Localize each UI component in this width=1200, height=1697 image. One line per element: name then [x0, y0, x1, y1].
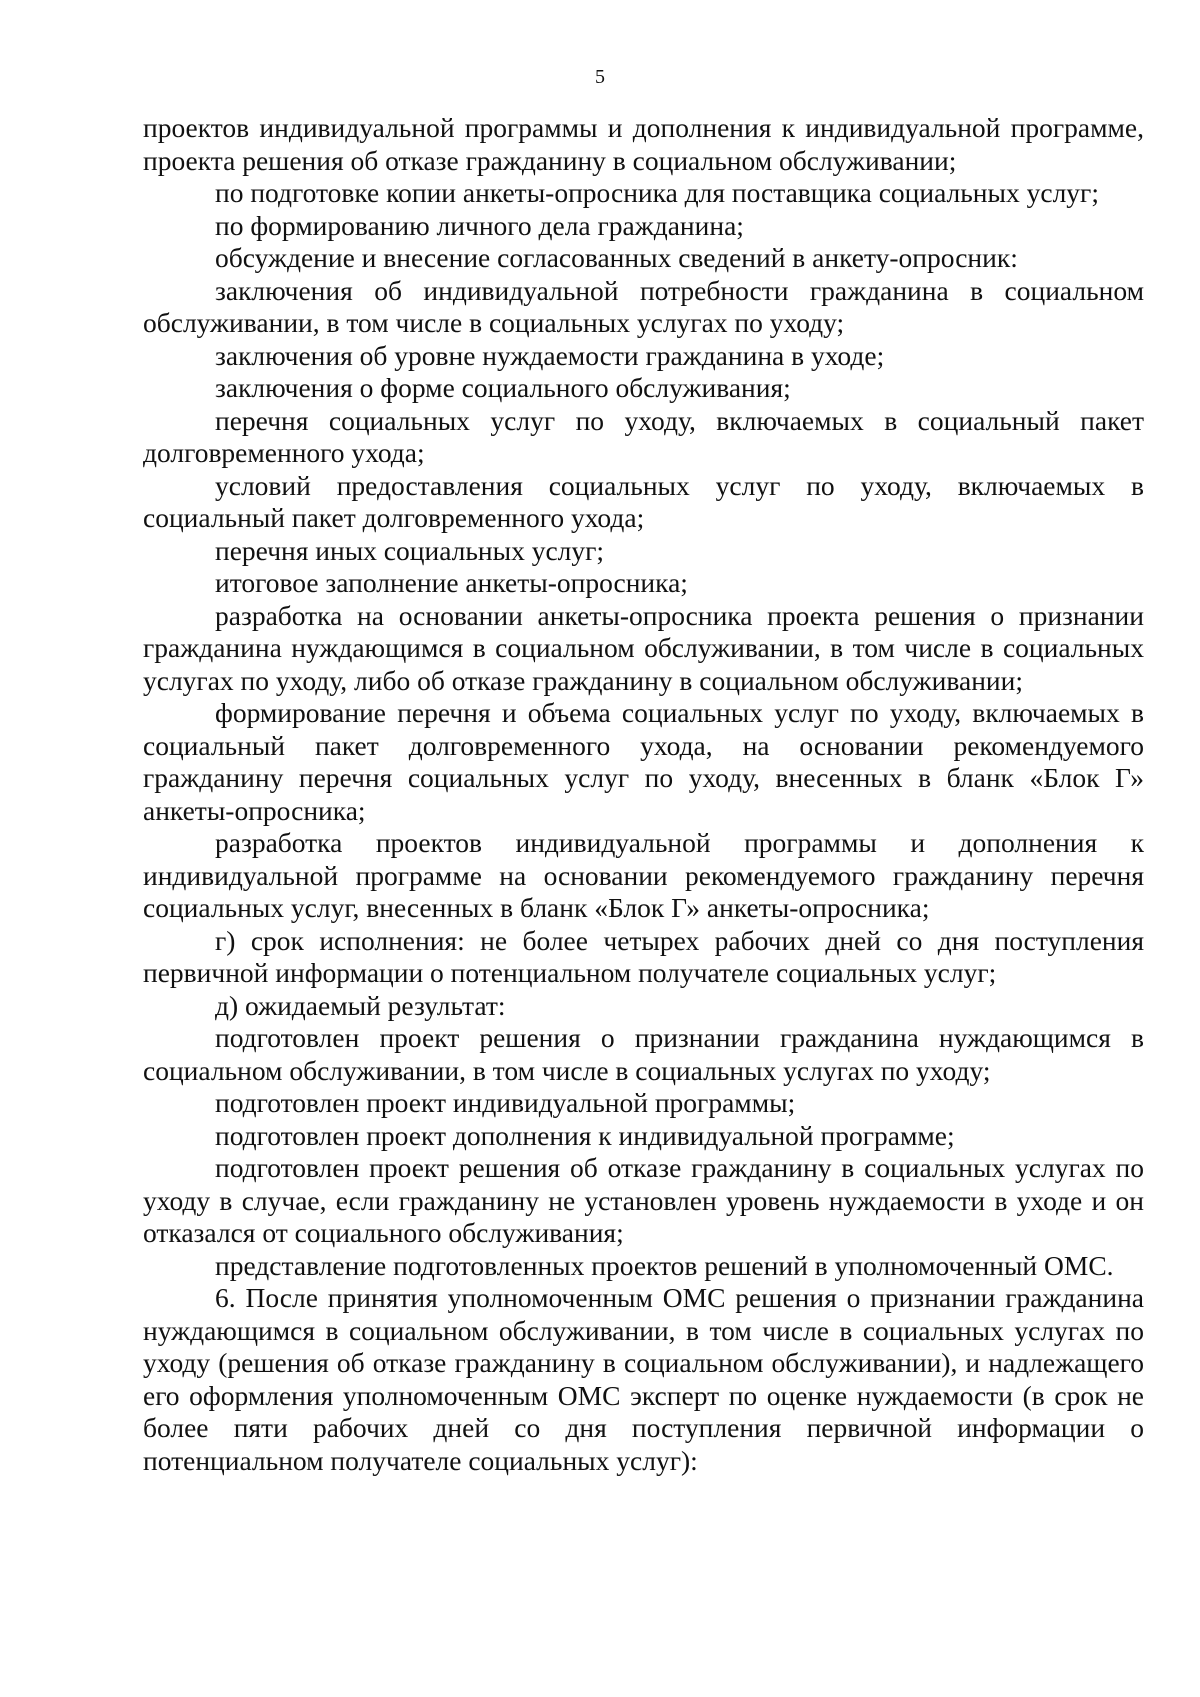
paragraph-deadline: г) срок исполнения: не более четырех рабочих дней со дня поступления первичной информации о потенциальном получателе социальных услуг;: [143, 924, 1144, 988]
paragraph: подготовлен проект дополнения к индивидуальной программе;: [215, 1119, 955, 1151]
paragraph: представление подготовленных проектов решений в уполномоченный ОМС.: [215, 1249, 1114, 1281]
paragraph: по формированию личного дела гражданина;: [215, 209, 744, 241]
paragraph: заключения об индивидуальной потребности гражданина в социальном обслуживании, в том числе в социальных услугах по уходу;: [143, 274, 1144, 338]
paragraph: разработка проектов индивидуальной программы и дополнения к индивидуальной программе на основании рекомендуемого гражданину перечня социальных услуг, внесенных в бланк «Блок Г» анкеты-опросника;: [143, 827, 1144, 923]
paragraph: разработка на основании анкеты-опросника проекта решения о признании гражданина нуждающимся в социальном обслуживании, в том числе в социальных услугах по уходу, либо об отказе гражданину в социальном обслуживании;: [143, 599, 1144, 696]
paragraph: перечня социальных услуг по уходу, включаемых в социальный пакет долговременного ухода;: [143, 404, 1144, 468]
paragraph: формирование перечня и объема социальных услуг по уходу, включаемых в социальный пакет долговременного ухода, на основании рекомендуемого гражданину перечня социальных услуг по уходу, внесенных в бланк «Блок Г» анкеты-опросника;: [143, 697, 1144, 826]
paragraph: перечня иных социальных услуг;: [215, 534, 605, 566]
paragraph: заключения о форме социального обслуживания;: [215, 372, 791, 403]
paragraph: обсуждение и внесение согласованных сведений в анкету-опросник:: [215, 242, 1018, 273]
paragraph: итоговое заполнение анкеты-опросника;: [215, 567, 688, 598]
document-body: [143, 112, 1144, 1477]
paragraph: условий предоставления социальных услуг по уходу, включаемых в социальный пакет долговременного ухода;: [143, 469, 1144, 533]
paragraph: по подготовке копии анкеты-опросника для поставщика социальных услуг;: [215, 177, 1099, 208]
page-number: 5: [595, 66, 605, 88]
paragraph-expected-result: д) ожидаемый результат:: [215, 989, 506, 1021]
paragraph-section-6: 6. После принятия уполномоченным ОМС решения о признании гражданина нуждающимся в социальном обслуживании, в том числе в социальных услугах по уходу (решения об отказе гражданину в социальном обслуживании), и надлежащего его оформления уполномоченным ОМС эксперт по оценке нуждаемости (в срок не более пяти рабочих дней со дня поступления первичной информации о потенциальном получателе социальных услуг):: [143, 1282, 1144, 1476]
paragraph-continuation: проектов индивидуальной программы и дополнения к индивидуальной программе, проекта решения об отказе гражданину в социальном обслуживании;: [143, 112, 1144, 176]
paragraph: подготовлен проект решения о признании гражданина нуждающимся в социальном обслуживании, в том числе в социальных услугах по уходу;: [143, 1022, 1144, 1086]
paragraph: заключения об уровне нуждаемости гражданина в уходе;: [215, 339, 885, 371]
paragraph: подготовлен проект индивидуальной программы;: [215, 1087, 796, 1118]
paragraph: подготовлен проект решения об отказе гражданину в социальных услугах по уходу в случае, если гражданину не установлен уровень нуждаемости в уходе и он отказался от социального обслуживания;: [143, 1152, 1144, 1248]
